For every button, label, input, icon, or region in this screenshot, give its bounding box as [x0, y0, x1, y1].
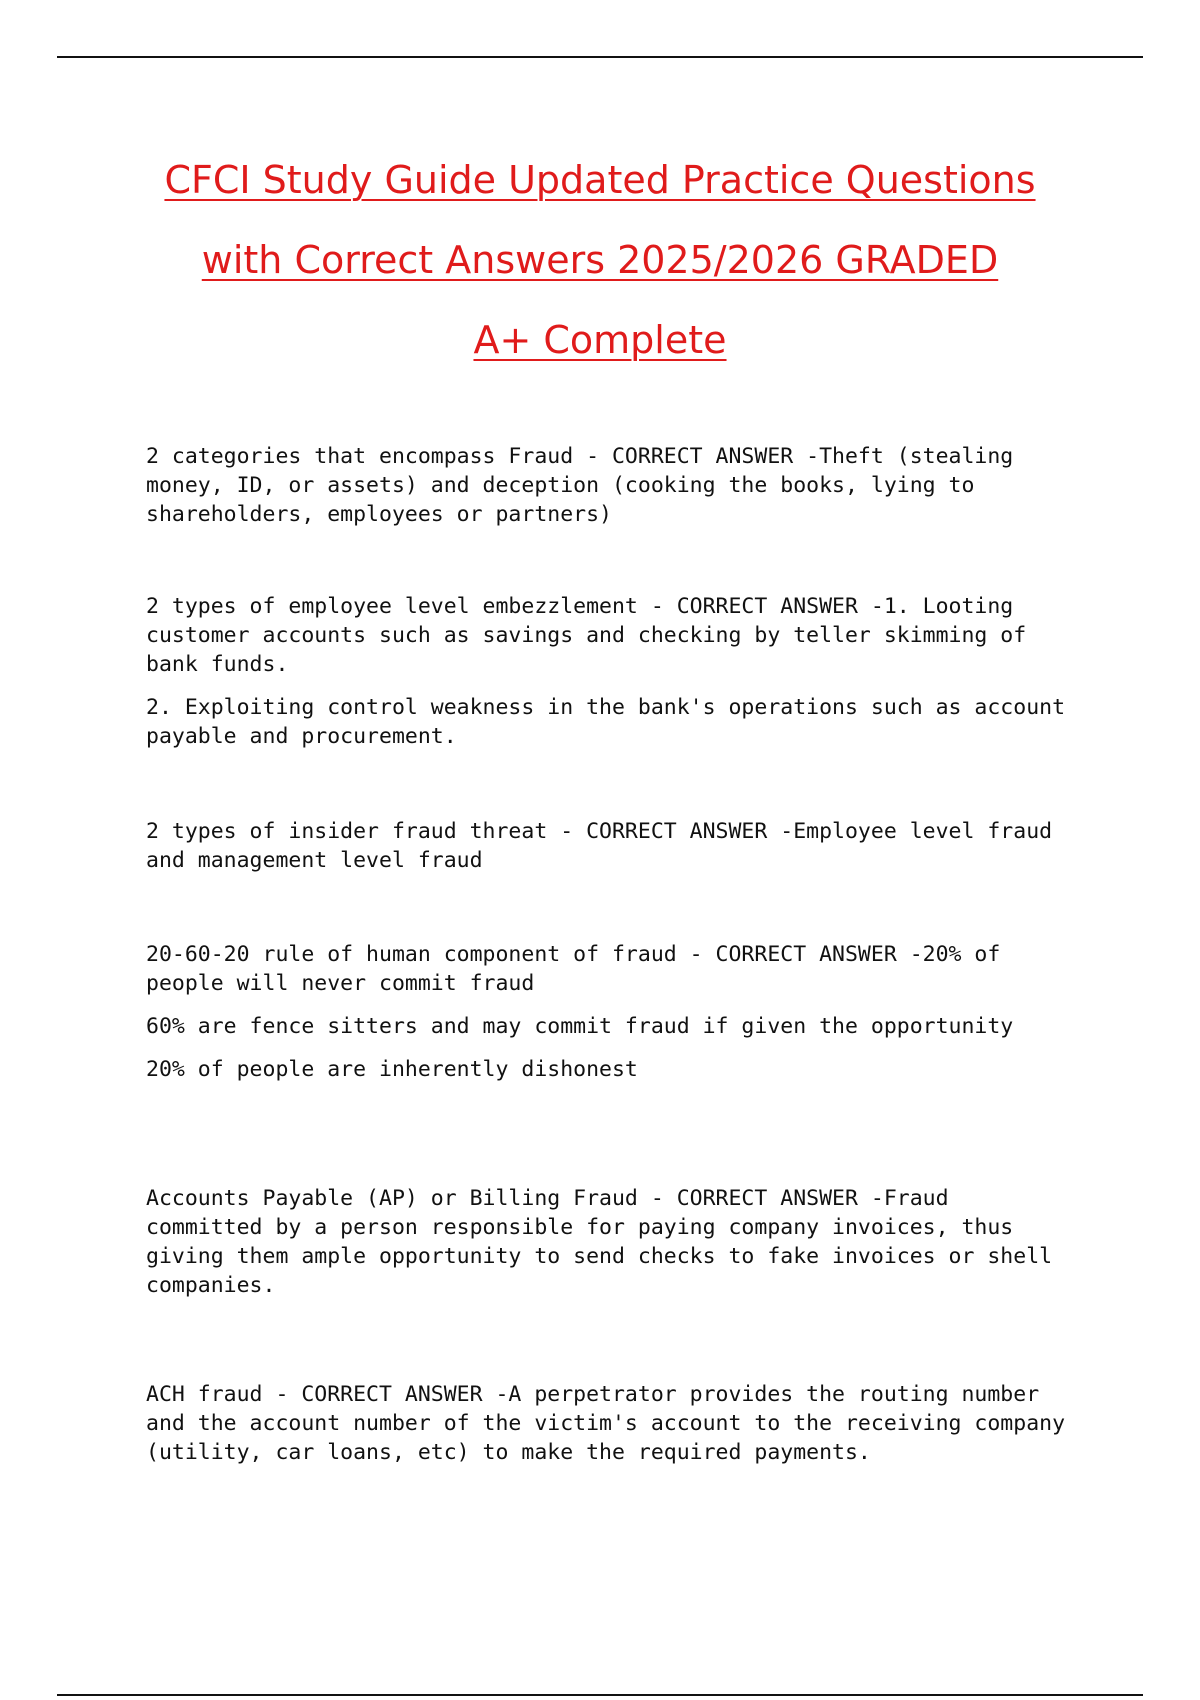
title-line-3: A+ Complete — [473, 318, 727, 362]
qa-entry-fraud-categories — [146, 442, 1066, 529]
qa-entry-ach-fraud — [146, 1380, 1066, 1467]
qa-paragraph: 2 categories that encompass Fraud - CORRECT ANSWER -Theft (stealing money, ID, or assets) and deception (cooking the books, lying to shareholders, employees or partners) — [146, 444, 1014, 527]
title-line-2: with Correct Answers 2025/2026 GRADED — [201, 238, 999, 282]
top-rule — [57, 56, 1143, 58]
qa-paragraph: Accounts Payable (AP) or Billing Fraud - CORRECT ANSWER -Fraud committed by a person responsible for paying company invoices, thus giving them ample opportunity to send checks to fake invoices or shell companies. — [146, 1186, 1053, 1298]
qa-entry-20-60-20-rule — [146, 940, 1066, 1084]
document-title — [0, 140, 1200, 380]
qa-paragraph: 20% of people are inherently dishonest — [146, 1057, 638, 1082]
qa-paragraph: 2 types of insider fraud threat - CORRECT ANSWER -Employee level fraud and management level fraud — [146, 819, 1053, 873]
qa-paragraph: 60% are fence sitters and may commit fraud if given the opportunity — [146, 1014, 1014, 1039]
qa-paragraph: 2 types of employee level embezzlement - CORRECT ANSWER -1. Looting customer accounts such as savings and checking by teller skimming of bank funds. — [146, 594, 1027, 677]
qa-entry-embezzlement-types — [146, 592, 1066, 751]
qa-entry-ap-billing-fraud — [146, 1184, 1066, 1300]
qa-paragraph: ACH fraud - CORRECT ANSWER -A perpetrator provides the routing number and the account number of the victim's account to the receiving company (utility, car loans, etc) to make the required payments. — [146, 1382, 1066, 1465]
qa-paragraph: 20-60-20 rule of human component of fraud - CORRECT ANSWER -20% of people will never commit fraud — [146, 942, 1001, 996]
qa-paragraph: 2. Exploiting control weakness in the bank's operations such as account payable and procurement. — [146, 695, 1066, 749]
qa-entry-insider-fraud — [146, 817, 1066, 875]
bottom-rule — [57, 1694, 1143, 1696]
title-line-1: CFCI Study Guide Updated Practice Questions — [164, 158, 1036, 202]
